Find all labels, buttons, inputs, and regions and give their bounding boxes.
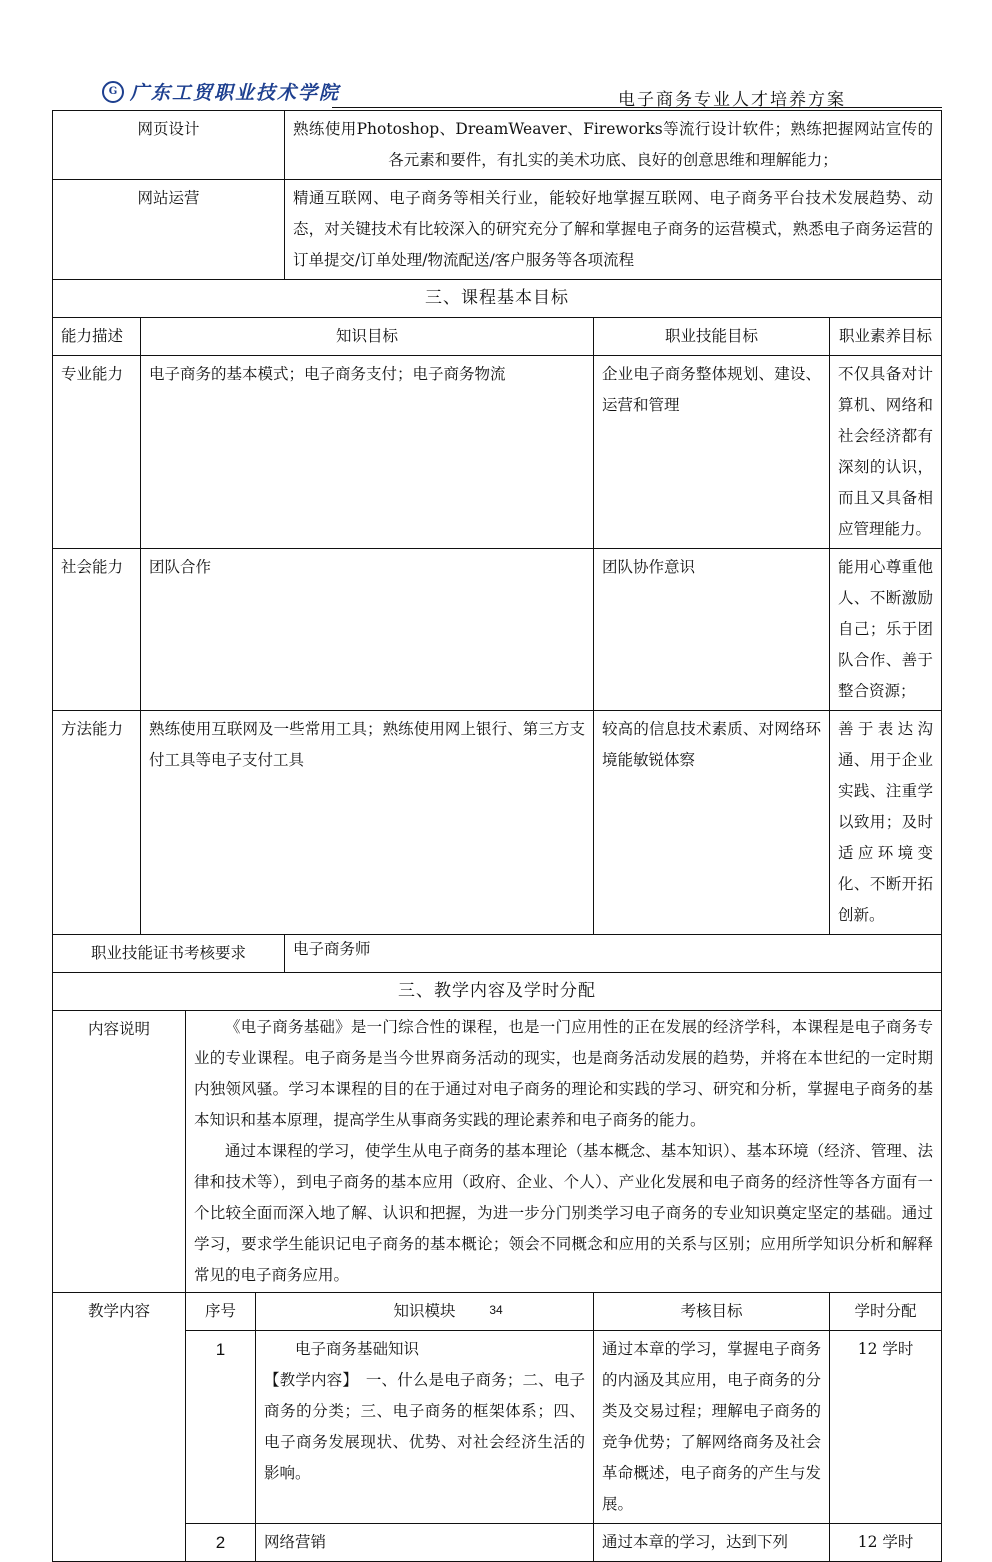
goals-row: [53, 549, 942, 711]
content-desc-paragraph: 《电子商务基础》是一门综合性的课程，也是一门应用性的正在发展的经济学科，本课程是电子商务专业的专业课程。电子商务是当今世界商务活动的现实，也是商务活动发展的趋势，并将在本世纪的一定时期内独领风骚。学习本课程的目的在于通过对电子商务的理论和实践的学习、研究和分析，掌握电子商务的基本知识和基本原理，提高学生从事商务实践的理论素养和电子商务的能力。: [194, 1018, 934, 1129]
goals-quality: 不仅具备对计算机、网络和社会经济都有深刻的认识，而且又具备相应管理能力。: [830, 356, 942, 549]
module-hours: 12 学时: [830, 1331, 942, 1524]
module-name: 网络营销: [264, 1533, 327, 1551]
module-hours: 12 学时: [830, 1524, 942, 1562]
goals-row: [53, 711, 942, 935]
goals-skill: 较高的信息技术素质、对网络环境能敏锐体察: [594, 711, 830, 935]
goals-knowledge: 团队合作: [141, 549, 594, 711]
module-no: 1: [186, 1331, 256, 1524]
goals-quality: 善于表达沟通、用于企业实践、注重学以致用；及时适应环境变化、不断开拓创新。: [830, 711, 942, 935]
section-header-row: [53, 973, 942, 1011]
document-title: 电子商务专业人才培养方案: [618, 90, 846, 110]
goals-row: [53, 356, 942, 549]
goals-skill: 企业电子商务整体规划、建设、运营和管理: [594, 356, 830, 549]
goals-skill: 团队协作意识: [594, 549, 830, 711]
module-row: [53, 1331, 942, 1524]
cert-value: 电子商务师: [285, 935, 942, 973]
module-row: [53, 1524, 942, 1562]
section-title-goals: 三、课程基本目标: [53, 280, 942, 318]
skill-desc: 熟练使用Photoshop、DreamWeaver、Fireworks等流行设计软件；熟练把握网站宣传的各元素和要件，有扎实的美术功底、良好的创意思维和理解能力；: [285, 111, 942, 180]
teach-content-label: 教学内容: [53, 1293, 186, 1562]
goals-col-ability: 能力描述: [53, 318, 141, 356]
goals-col-knowledge-text: 知识目标: [336, 327, 399, 345]
content-desc-paragraph: 通过本课程的学习，使学生从电子商务的基本理论（基本概念、基本知识）、基本环境（经济、管理、法律和技术等），到电子商务的基本应用（政府、企业、个人）、产业化发展和电子商务的经济性等各方面有一个比较全面而深入地了解、认识和把握，为进一步分门别类学习电子商务的专业知识奠定坚定的基础。通过学习，要求学生能识记电子商务的基本概论；领会不同概念和应用的关系与区别；应用所学知识分析和解释常见的电子商务应用。: [194, 1142, 934, 1284]
module-name-cell: [256, 1331, 594, 1524]
module-name-cell: [256, 1524, 594, 1562]
goals-knowledge: 熟练使用互联网及一些常用工具；熟练使用网上银行、第三方支付工具等电子支付工具: [141, 711, 594, 935]
section-title-content: 三、教学内容及学时分配: [53, 973, 942, 1011]
school-name: 广东工贸职业技术学院: [130, 82, 341, 104]
module-goal: 通过本章的学习，达到下列: [594, 1524, 830, 1562]
content-desc-text: [186, 1011, 942, 1293]
module-col-no: 序号: [186, 1293, 256, 1331]
cert-row: [53, 935, 942, 973]
skill-row: [53, 180, 942, 280]
module-goal: 通过本章的学习，掌握电子商务的内涵及其应用，电子商务的分类及交易过程；理解电子商务的竞争优势；了解网络商务及社会革命概述，电子商务的产生与发展。: [594, 1331, 830, 1524]
section-header-row: [53, 280, 942, 318]
goals-row-label: 方法能力: [53, 711, 141, 935]
header-rule: [332, 107, 942, 108]
skill-desc: 精通互联网、电子商务等相关行业，能较好地掌握互联网、电子商务平台技术发展趋势、动态，对关键技术有比较深入的研究充分了解和掌握电子商务的运营模式，熟悉电子商务运营的订单提交/订单处理/物流配送/客户服务等各项流程: [285, 180, 942, 280]
page-number: 34: [489, 1303, 503, 1317]
goals-quality: 能用心尊重他人、不断激励自己；乐于团队合作、善于整合资源；: [830, 549, 942, 711]
skill-label: 网页设计: [53, 111, 285, 180]
module-col-hours: 学时分配: [830, 1293, 942, 1331]
skill-row: [53, 111, 942, 180]
goals-row-label: 社会能力: [53, 549, 141, 711]
curriculum-table: [52, 110, 942, 1562]
goals-col-knowledge: [141, 318, 594, 356]
goals-row-label: 专业能力: [53, 356, 141, 549]
module-col-goal: 考核目标: [594, 1293, 830, 1331]
page-header: [52, 70, 942, 110]
school-seal-icon: G: [102, 81, 124, 103]
skill-label: 网站运营: [53, 180, 285, 280]
cert-label: 职业技能证书考核要求: [53, 935, 285, 973]
module-detail: 【教学内容】 一、什么是电子商务；二、电子商务的分类；三、电子商务的框架体系；四、电子商务发展现状、优势、对社会经济生活的影响。: [264, 1371, 586, 1482]
goals-col-quality: 职业素养目标: [830, 318, 942, 356]
goals-col-skill: 职业技能目标: [594, 318, 830, 356]
school-logo: [102, 78, 340, 105]
content-desc-label: 内容说明: [53, 1011, 186, 1293]
goals-header-row: [53, 318, 942, 356]
module-no: 2: [186, 1524, 256, 1562]
module-col-name: 知识模块: [256, 1293, 594, 1331]
module-name: 电子商务基础知识: [295, 1340, 420, 1358]
content-desc-row: [53, 1011, 942, 1293]
goals-knowledge: 电子商务的基本模式；电子商务支付；电子商务物流: [141, 356, 594, 549]
